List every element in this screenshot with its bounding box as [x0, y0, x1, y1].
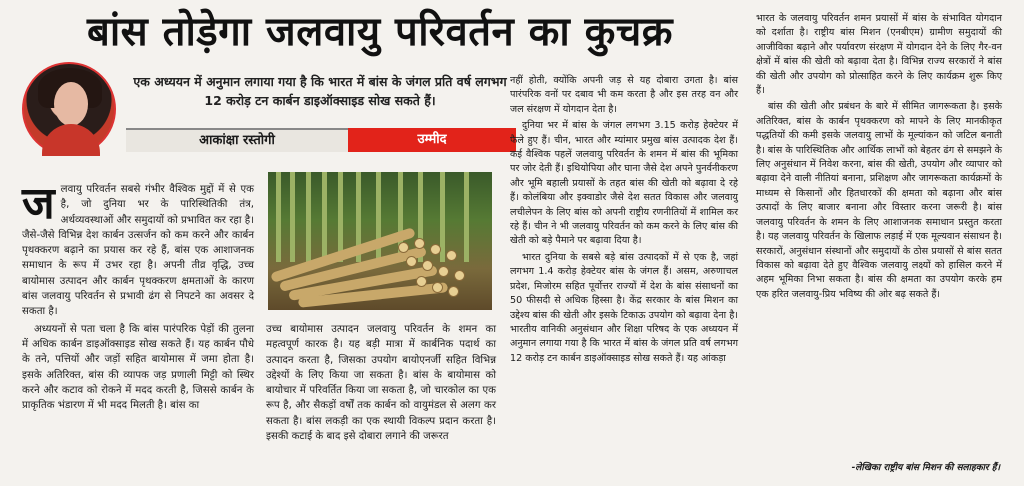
log-end — [438, 266, 449, 277]
column-4 — [756, 12, 1002, 304]
log-end — [446, 250, 457, 261]
col1-paragraph-2: अध्ययनों से पता चला है कि बांस पारंपरिक पेड़ों की तुलना में अधिक कार्बन डाइऑक्साइड सोख सकते हैं। यह कार्बन पौधे के तने, पत्तियों और जड़ों सहित बायोमास में जमा होता है। इसके अतिरिक्त, बांस की व्यापक जड़ प्रणाली मिट्टी को स्थिर करने और कटाव को रोकने में मदद करती है, जिससे कार्बन के प्राकृतिक भंडारण में भी मदद मिलती है। बांस का — [22, 323, 254, 412]
col2-paragraph-1: उच्च बायोमास उत्पादन जलवायु परिवर्तन के शमन का महत्वपूर्ण कारक है। यह बड़ी मात्रा में कार्बनिक पदार्थ का उत्पादन करता है, जिसका उपयोग बायोएनर्जी सहित विभिन्न उद्देश्यों के लिए किया जा सकता है। बांस के बायोमास को बायोचार में परिवर्तित किया जा सकता है, जो चारकोल का एक रूप है, और सैकड़ों वर्षों तक कार्बन को वायुमंडल से अलग कर सकता है। बांस लकड़ी का एक स्थायी विकल्प प्रदान करता है। इसकी कटाई के बाद इसे दोबारा लगाने की जरूरत — [266, 324, 496, 443]
column-2 — [266, 322, 496, 446]
author-name: आकांक्षा रस्तोगी — [126, 128, 348, 152]
article-deck: एक अध्ययन में अनुमान लगाया गया है कि भारत में बांस के जंगल प्रति वर्ष लगभग 12 करोड़ टन कार्बन डाइऑक्साइड सोख सकते हैं। — [133, 74, 507, 108]
headline: बांस तोड़ेगा जलवायु परिवर्तन का कुचक्र — [86, 9, 673, 55]
portrait-body — [42, 124, 100, 156]
col3-paragraph-3: भारत दुनिया के सबसे बड़े बांस उत्पादकों में से एक है, जहां लगभग 1.4 करोड़ हेक्टेयर बांस के जंगल हैं। असम, अरुणाचल प्रदेश, मिजोरम सहित पूर्वोत्तर राज्यों में देश के बांस संसाधनों का 50 फीसदी से अधिक हिस्सा है। केंद्र सरकार के बांस मिशन का उद्देश्य बांस की खेती और इसके टिकाऊ उपयोग को बढ़ावा देना है। भारतीय वानिकी अनुसंधान और शिक्षा परिषद के एक अध्ययन में अनुमान लगाया गया है कि भारत में बांस के जंगल प्रति वर्ष लगभग 12 करोड़ टन कार्बन डाइऑक्साइड सोख सकते हैं। यह आंकड़ा — [510, 251, 738, 364]
bamboo-stalk — [464, 172, 469, 262]
log-end — [406, 256, 417, 267]
log-end — [398, 242, 409, 253]
log-end — [430, 244, 441, 255]
log-end — [448, 286, 459, 297]
column-3 — [510, 74, 738, 368]
author-portrait — [22, 62, 116, 156]
column-1 — [22, 178, 254, 415]
drop-cap: ज — [22, 178, 55, 229]
log-end — [454, 270, 465, 281]
author-note: -लेखिका राष्ट्रीय बांस मिशन की सलाहकार हैं। — [851, 463, 1000, 473]
col3-paragraph-1: नहीं होती, क्योंकि अपनी जड़ से यह दोबारा उगता है। बांस पारंपरिक वनों पर दबाव भी कम करता है और इस तरह वन और जल संरक्षण में योगदान देता है। — [510, 75, 738, 115]
log-end — [414, 238, 425, 249]
log-end — [422, 260, 433, 271]
col3-paragraph-2: दुनिया भर में बांस के जंगल लगभग 3.15 करोड़ हेक्टेयर में फैले हुए हैं। चीन, भारत और म्यांमार प्रमुख बांस उत्पादक देश हैं। कई वैश्विक पहलें जलवायु परिवर्तन के शमन में बांस की भूमिका पर जोर देती हैं। इथियोपिया और घाना जैसे देश अपने पुनर्वनीकरण और भूमि बहाली प्रयासों के तहत बांस की खेती को बढ़ावा दे रहे हैं। कोलंबिया और इक्वाडोर जैसे देश सतत विकास और जलवायु लचीलेपन के लिए बांस को अपनी राष्ट्रीय रणनीतियों में शामिल कर रहे हैं। चीन ने भी जलवायु परिवर्तन को कम करने के लिए बांस की खेती को बड़े पैमाने पर बढ़ावा दिया है। — [510, 120, 738, 247]
column-tag: उम्मीद — [348, 128, 516, 152]
bamboo-stalk — [322, 172, 327, 262]
portrait-face — [54, 82, 88, 126]
col1-paragraph-1 — [22, 178, 254, 320]
bamboo-stalk — [276, 172, 281, 262]
col4-paragraph-2: बांस की खेती और प्रबंधन के बारे में सीमित जागरूकता है। इसके अतिरिक्त, बांस के कार्बन पृथक्करण को मापने के लिए मानकीकृत पद्धतियों की कमी इसके जलवायु लाभों के मूल्यांकन को जटिल बनाती है। बांस के पारिस्थितिक और आर्थिक लाभों को बेहतर ढंग से समझने के लिए अनुसंधान में निवेश करना, बांस की खेती, उपयोग और व्यापार को बढ़ावा देने वाली नीतियां बनाना, प्रशिक्षण और जागरूकता कार्यक्रमों के माध्यम से किसानों और हितधारकों की क्षमता को बढ़ाना और बांस उत्पादों के लिए बाजार बनाना और विस्तार करना जरूरी है। बांस जलवायु परिवर्तन के शमन के लिए आशाजनक समाधान प्रस्तुत करता है। यह जलवायु परिवर्तन के खिलाफ लड़ाई में एक मूल्यवान संसाधन है। सरकारों, अनुसंधान संस्थानों और समुदायों के ठोस प्रयासों से बांस सतत विकास को बढ़ावा देते हुए वैश्विक जलवायु लक्ष्यों को हासिल करने में अहम भूमिका निभा सकता है। बांस की क्षमता का उपयोग करके हम एक हरित जलवायु-प्रिय भविष्य की ओर बढ़ सकते हैं। — [756, 101, 1002, 300]
log-end — [432, 282, 443, 293]
col4-paragraph-1: भारत के जलवायु परिवर्तन शमन प्रयासों में बांस के संभावित योगदान को दर्शाता है। राष्ट्रीय बांस मिशन (एनबीएम) ग्रामीण समुदायों की आजीविका बढ़ाने और पर्यावरण संरक्षण में योगदान देने के लिए गैर-वन क्षेत्रों में बांस की खेती को बढ़ावा देता है। विभिन्न राज्य सरकारों ने बांस की खेती और उपयोग को प्रोत्साहित करने के लिए कार्यक्रम शुरू किए हैं। — [756, 13, 1002, 97]
bamboo-stalk — [338, 172, 343, 262]
byline-bar — [126, 128, 516, 152]
log-end — [416, 276, 427, 287]
bamboo-stalk — [290, 172, 295, 262]
bamboo-stalk — [306, 172, 311, 262]
col1-text-1: लवायु परिवर्तन सबसे गंभीर वैश्विक मुद्दों में से एक है, जो दुनिया भर के पारिस्थितिकी तंत्र, अर्थव्यवस्थाओं और समुदायों को प्रभावित कर रहा है। जैसे-जैसे विभिन्न देश कार्बन उत्सर्जन को कम करने और कार्बन पृथक्करण बढ़ाने का प्रयास कर रहे हैं, बांस एक आशाजनक समाधान के रूप में उभर रहा है। अपनी तीव्र वृद्धि, उच्च बायोमास उत्पादन और कार्बन पृथक्करण क्षमताओं के कारण बांस जलवायु परिवर्तन से प्रभावी ढंग से निपटने का अवसर दे सकता है। — [22, 184, 254, 318]
bamboo-photo — [268, 172, 492, 310]
